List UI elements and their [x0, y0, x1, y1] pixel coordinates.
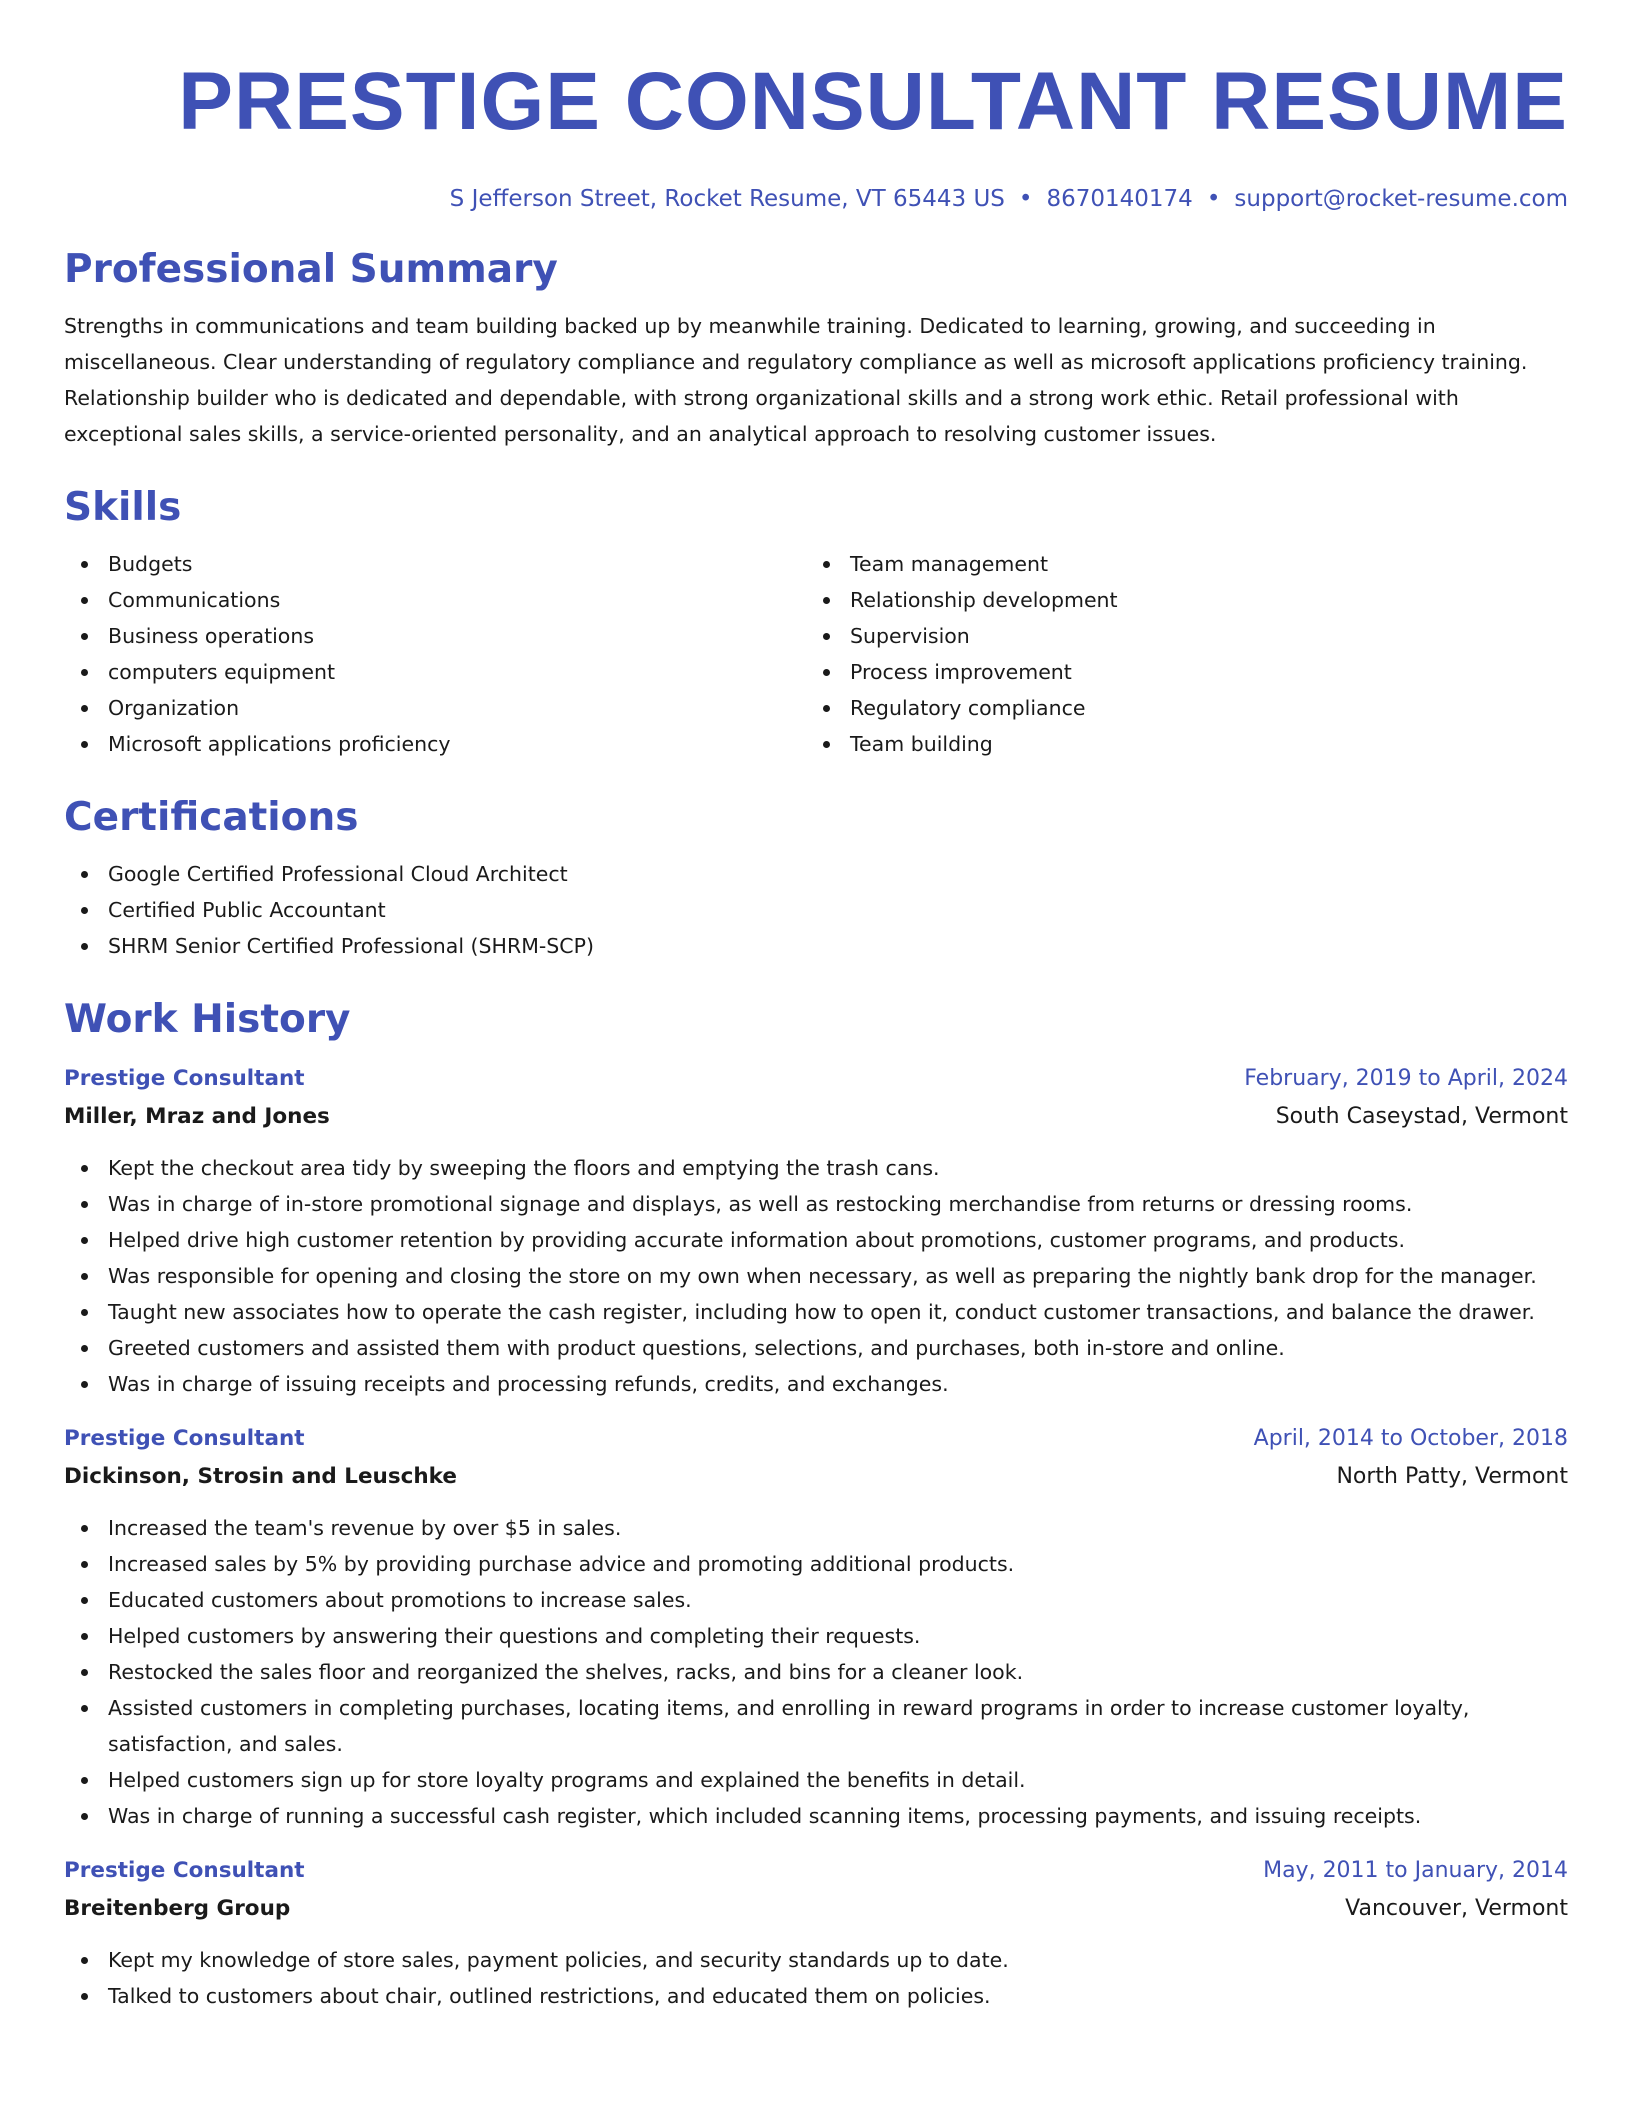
contact-separator: • [1206, 186, 1221, 212]
skills-list-left [64, 546, 806, 762]
job-duty-item: Taught new associates how to operate the cash register, including how to open it, conduct customer transactions, and balance the drawer. [64, 1294, 1568, 1330]
certifications-section [64, 792, 1568, 964]
certification-item: SHRM Senior Certified Professional (SHRM-SCP) [64, 928, 1568, 964]
contact-separator: • [1018, 186, 1033, 212]
job-duty-item: Was responsible for opening and closing the store on my own when necessary, as well as preparing the nightly bank drop for the manager. [64, 1258, 1568, 1294]
job-title: Prestige Consultant [64, 1066, 305, 1091]
job-duties-list [64, 1942, 1568, 2014]
job-duty-item: Increased sales by 5% by providing purchase advice and promoting additional products. [64, 1546, 1568, 1582]
job-header-row [64, 1852, 1568, 1890]
skill-item: Regulatory compliance [806, 690, 1548, 726]
job-duties-list [64, 1150, 1568, 1402]
job-location: Vancouver, Vermont [1345, 1896, 1568, 1921]
job-duty-item: Kept the checkout area tidy by sweeping the floors and emptying the trash cans. [64, 1150, 1568, 1186]
job-company-row [64, 1098, 1568, 1136]
job-company: Breitenberg Group [64, 1896, 291, 1921]
skills-section [64, 482, 1568, 762]
skill-item: Business operations [64, 618, 806, 654]
job-duty-item: Helped customers by answering their questions and completing their requests. [64, 1618, 1568, 1654]
summary-section [64, 244, 1568, 452]
skills-grid [64, 546, 1568, 762]
job-entry [64, 1060, 1568, 1402]
section-title-skills: Skills [64, 485, 182, 530]
skill-item: Team management [806, 546, 1548, 582]
section-title-summary: Professional Summary [64, 247, 558, 292]
certification-item: Certified Public Accountant [64, 892, 1568, 928]
section-title-work-history: Work History [64, 997, 351, 1042]
skills-list-right [806, 546, 1548, 762]
summary-text: Strengths in communications and team building backed up by meanwhile training. Dedicated to learning, growing, and succeeding in miscellaneous. Clear understanding of regulatory compliance and regulatory compliance as well as microsoft applications proficiency training. Relationship builder who is dedicated and dependable, with strong organizational skills and a strong work ethic. Retail professional with exceptional sales skills, a service-oriented personality, and an analytical approach to resolving customer issues. [64, 314, 1528, 446]
address-text: S Jefferson Street, Rocket Resume, VT 65443 US [449, 186, 1005, 212]
job-entry [64, 1852, 1568, 2014]
job-duty-item: Assisted customers in completing purchases, locating items, and enrolling in reward programs in order to increase customer loyalty, satisfaction, and sales. [64, 1690, 1568, 1762]
section-title-certifications: Certifications [64, 795, 359, 840]
work-history-section [64, 994, 1568, 2014]
skill-item: Microsoft applications proficiency [64, 726, 806, 762]
job-duty-item: Greeted customers and assisted them with product questions, selections, and purchases, both in-store and online. [64, 1330, 1568, 1366]
job-company-row [64, 1890, 1568, 1928]
job-duty-item: Increased the team's revenue by over $5 in sales. [64, 1510, 1568, 1546]
job-header-row [64, 1060, 1568, 1098]
job-location: South Caseystad, Vermont [1275, 1104, 1568, 1129]
certification-item: Google Certified Professional Cloud Architect [64, 856, 1568, 892]
skill-item: computers equipment [64, 654, 806, 690]
skill-item: Supervision [806, 618, 1548, 654]
job-dates: April, 2014 to October, 2018 [1253, 1426, 1568, 1451]
contact-info [64, 184, 1568, 214]
job-duty-item: Kept my knowledge of store sales, payment policies, and security standards up to date. [64, 1942, 1568, 1978]
job-duty-item: Restocked the sales floor and reorganized the shelves, racks, and bins for a cleaner look. [64, 1654, 1568, 1690]
job-company: Dickinson, Strosin and Leuschke [64, 1464, 457, 1489]
job-header-row [64, 1420, 1568, 1458]
job-dates: February, 2019 to April, 2024 [1244, 1066, 1568, 1091]
job-location: North Patty, Vermont [1336, 1464, 1568, 1489]
job-duty-item: Helped customers sign up for store loyalty programs and explained the benefits in detail. [64, 1762, 1568, 1798]
job-title: Prestige Consultant [64, 1426, 305, 1451]
job-company: Miller, Mraz and Jones [64, 1104, 330, 1129]
job-duty-item: Was in charge of running a successful cash register, which included scanning items, processing payments, and issuing receipts. [64, 1798, 1568, 1834]
skill-item: Communications [64, 582, 806, 618]
resume-page [64, 0, 1568, 2112]
job-company-row [64, 1458, 1568, 1496]
email-link[interactable]: support@rocket-resume.com [1234, 186, 1568, 212]
job-title: Prestige Consultant [64, 1858, 305, 1883]
phone-text: 8670140174 [1046, 186, 1193, 212]
resume-title: PRESTIGE CONSULTANT RESUME [178, 56, 1568, 147]
job-duty-item: Was in charge of in-store promotional signage and displays, as well as restocking merchandise from returns or dressing rooms. [64, 1186, 1568, 1222]
skill-item: Process improvement [806, 654, 1548, 690]
job-duties-list [64, 1510, 1568, 1834]
job-duty-item: Educated customers about promotions to increase sales. [64, 1582, 1568, 1618]
skill-item: Team building [806, 726, 1548, 762]
job-duty-item: Was in charge of issuing receipts and processing refunds, credits, and exchanges. [64, 1366, 1568, 1402]
job-duty-item: Talked to customers about chair, outlined restrictions, and educated them on policies. [64, 1978, 1568, 2014]
skill-item: Organization [64, 690, 806, 726]
skill-item: Relationship development [806, 582, 1548, 618]
job-duty-item: Helped drive high customer retention by providing accurate information about promotions, customer programs, and products. [64, 1222, 1568, 1258]
job-entry [64, 1420, 1568, 1834]
skill-item: Budgets [64, 546, 806, 582]
job-dates: May, 2011 to January, 2014 [1263, 1858, 1568, 1883]
certifications-list [64, 856, 1568, 964]
